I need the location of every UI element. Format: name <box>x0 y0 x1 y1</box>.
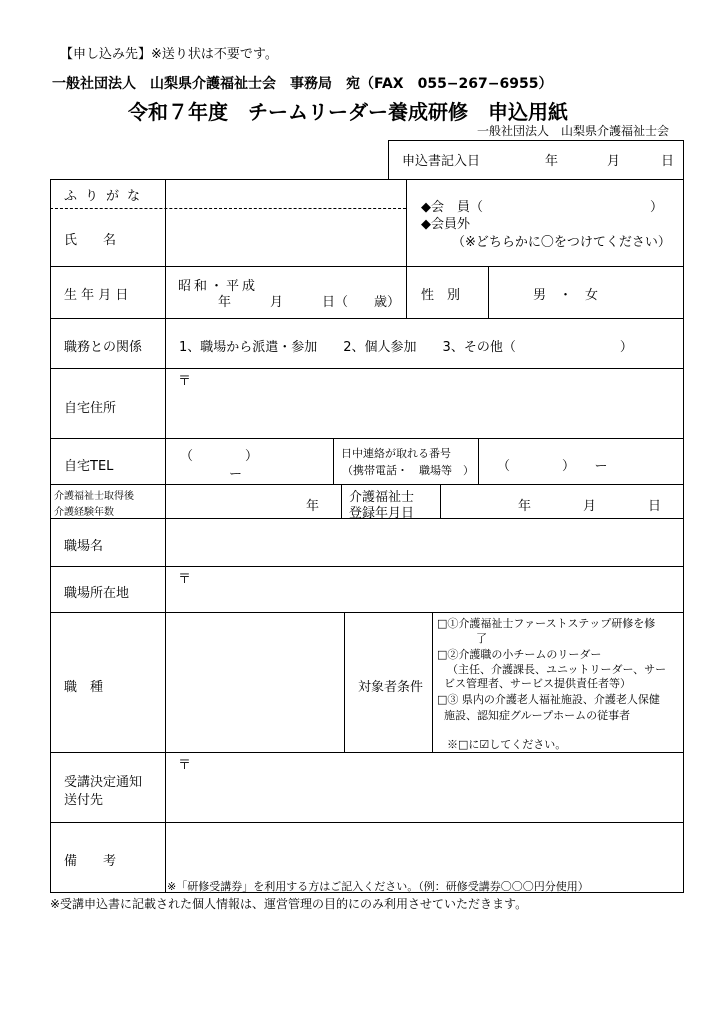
home-postal-mark: 〒 <box>178 374 192 389</box>
furigana-input[interactable] <box>167 181 404 207</box>
notice-address-input[interactable] <box>190 756 680 818</box>
relation-options[interactable]: 1、職場から派遣・参加 2、個人参加 3、その他（ ） <box>179 340 633 355</box>
registration-label: 介護福祉士 <box>349 490 415 505</box>
entry-month-unit: 月 <box>607 154 621 169</box>
workplace-input[interactable] <box>167 520 681 564</box>
home-address-label: 自宅住所 <box>64 401 117 416</box>
name-label: 氏 名 <box>64 233 117 248</box>
entry-date-label: 申込書記入日 <box>402 154 481 169</box>
relation-label: 職務との関係 <box>64 340 143 355</box>
condition-1[interactable]: □①介護福祉士ファーストステップ研修を修 <box>437 617 656 630</box>
privacy-footer: ※受講申込書に記載された個人情報は、運営管理の目的にのみ利用させていただきます。 <box>50 897 528 911</box>
notice-label: 受講決定通知 <box>64 775 143 790</box>
job-type-input[interactable] <box>167 614 342 750</box>
day-contact-label: 日中連絡が取れる番号 <box>341 447 451 460</box>
workplace-address-label: 職場所在地 <box>64 586 130 601</box>
registration-sublabel: 登録年月日 <box>349 506 415 521</box>
page-title: 令和７年度 チームリーダー養成研修 申込用紙 <box>128 100 568 124</box>
remarks-label: 備 考 <box>64 854 117 869</box>
target-conditions-label: 対象者条件 <box>358 680 424 695</box>
gender-options[interactable]: 男 ・ 女 <box>533 288 599 303</box>
gender-label: 性 別 <box>421 288 461 303</box>
job-type-label: 職 種 <box>64 680 104 695</box>
home-tel-label: 自宅TEL <box>64 459 114 474</box>
member-note: （※どちらかに〇をつけてください） <box>452 235 671 250</box>
member-close-paren: ） <box>650 200 664 215</box>
submit-to-note: 【申し込み先】※送り状は不要です。 <box>60 47 278 62</box>
condition-2[interactable]: □②介護職の小チームのリーダー <box>437 648 602 661</box>
birth-date-fields[interactable]: 年 月 日（ 歳） <box>218 295 401 310</box>
member-option[interactable]: ◆会 員（ <box>421 200 483 215</box>
home-tel-area[interactable]: （ ） <box>180 449 259 464</box>
remarks-input[interactable] <box>167 824 681 876</box>
experience-sublabel: 介護経験年数 <box>54 507 114 518</box>
name-input[interactable] <box>167 210 404 264</box>
condition-2-detail: （主任、介護課長、ユニットリーダー、サー <box>447 663 667 676</box>
era-options[interactable]: 昭和・平成 <box>178 279 259 294</box>
condition-3-cont: 施設、認知症グループホームの従事者 <box>444 709 631 722</box>
home-tel-dash[interactable]: ー <box>229 467 243 482</box>
entry-day-unit: 日 <box>661 154 675 169</box>
day-contact-sublabel: （携帯電話・ 職場等 ） <box>342 464 474 477</box>
condition-2-detail-cont: ビス管理者、サービス提供責任者等） <box>444 677 631 690</box>
registration-date-fields[interactable]: 年 月 日 <box>518 499 662 514</box>
condition-1-cont: 了 <box>476 632 487 645</box>
notice-sublabel: 送付先 <box>64 793 104 808</box>
workplace-postal-mark: 〒 <box>178 572 192 587</box>
condition-instruction: ※□に☑してください。 <box>447 738 567 751</box>
notice-postal-mark: 〒 <box>178 758 192 773</box>
condition-3[interactable]: □③ 県内の介護老人福祉施設、介護老人保健 <box>437 693 660 706</box>
workplace-address-input[interactable] <box>190 570 680 610</box>
non-member-option[interactable]: ◆会員外 <box>421 217 470 232</box>
organization-name: 一般社団法人 山梨県介護福祉士会 <box>477 124 670 138</box>
birth-date-label: 生 年 月 日 <box>64 288 129 303</box>
experience-year-unit[interactable]: 年 <box>306 499 320 514</box>
workplace-label: 職場名 <box>64 539 104 554</box>
experience-label: 介護福祉士取得後 <box>54 491 134 502</box>
day-contact-number[interactable]: （ ） ー <box>497 459 608 474</box>
entry-year-unit: 年 <box>545 154 559 169</box>
home-address-input[interactable] <box>190 372 680 434</box>
furigana-label: ふりがな <box>64 189 149 204</box>
remarks-note: ※「研修受講券」を利用する方はご記入ください。（例：研修受講券〇〇〇円分使用） <box>167 880 589 893</box>
fax-address: 一般社団法人 山梨県介護福祉士会 事務局 宛（FAX 055−267−6955） <box>52 76 553 92</box>
